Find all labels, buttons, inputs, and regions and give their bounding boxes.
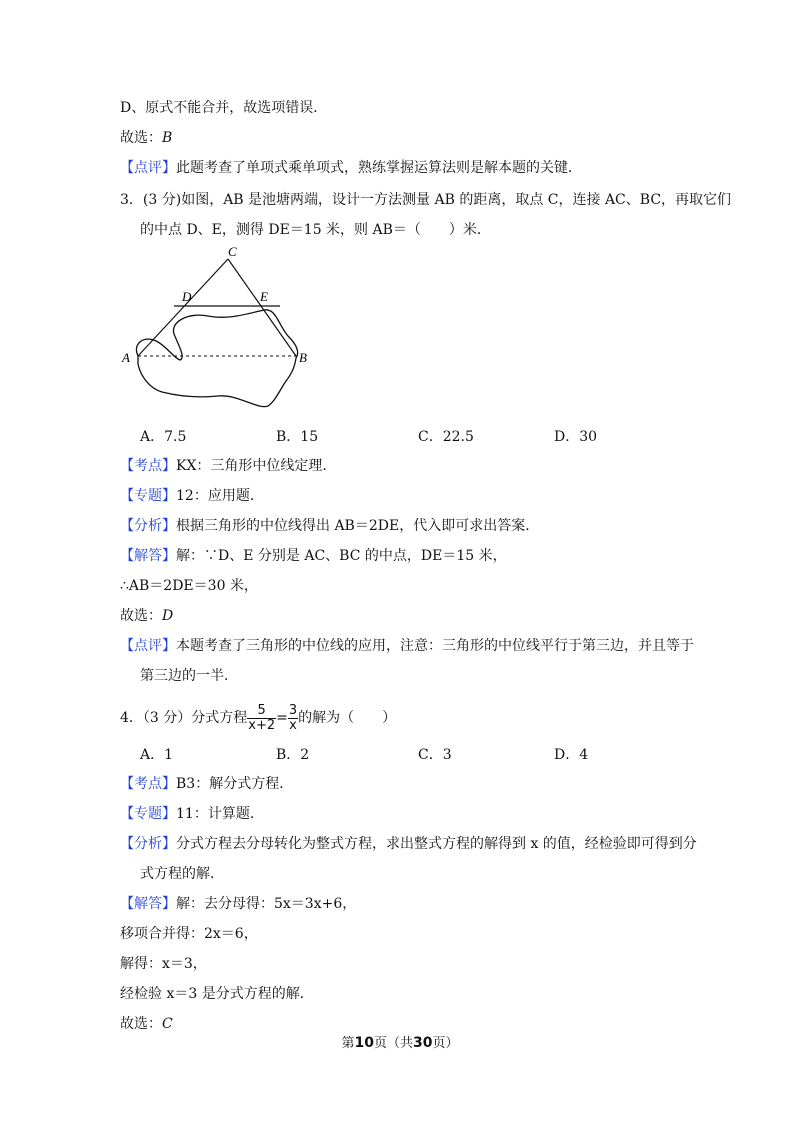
answer-label: 故选： [120, 130, 162, 146]
frac-numerator: 5 [247, 704, 276, 719]
q4-option-c[interactable]: C．3 [418, 747, 452, 763]
q4-step3: 经检验 x＝3 是分式方程的解． [120, 986, 314, 1002]
jieda-tag: 【解答】 [120, 896, 176, 912]
footer-prefix: 第 [341, 1036, 355, 1051]
q4-jieda [120, 894, 356, 914]
q3-zhuanti [120, 486, 264, 506]
q3-stem-line1: 3．(3 分)如图，AB 是池塘两端，设计一方法测量 AB 的距离，取点 C，连接 AC、BC，再取它们 [120, 192, 732, 208]
q3-step: ∴AB＝2DE＝30 米， [120, 578, 258, 594]
footer-mid: 页（共 [373, 1036, 413, 1051]
zhuanti-text: 11：计算题． [176, 806, 264, 822]
q3-fenxi [120, 516, 539, 536]
zhuanti-tag: 【专题】 [120, 488, 176, 504]
q3-review [120, 636, 694, 656]
fenxi-text: 分式方程去分母转化为整式方程，求出整式方程的解得到 x 的值，经检验即可得到分 [176, 836, 697, 852]
triangle-side-ac [138, 259, 228, 356]
footer-suffix: 页） [432, 1036, 459, 1051]
answer-label: 故选： [120, 1016, 162, 1032]
answer-choice: B [162, 130, 173, 146]
q4-option-a[interactable]: A．1 [140, 747, 174, 763]
q4-stem [120, 700, 396, 736]
frac-numerator: 3 [288, 702, 298, 718]
kaodian-tag: 【考点】 [120, 776, 176, 792]
q4-option-d[interactable]: D．4 [554, 747, 589, 763]
answer-label: 故选： [120, 608, 162, 624]
jieda-text: 解：∵D、E 分别是 AC、BC 的中点，DE＝15 米， [176, 548, 507, 564]
q4-fenxi [120, 834, 697, 854]
q4-intro: 4．（3 分）分式方程 [120, 710, 248, 726]
q3-option-b[interactable]: B．15 [276, 429, 319, 445]
q3-stem-line2: 的中点 D、E，测得 DE＝15 米，则 AB＝（ ）米． [140, 222, 491, 238]
q3-options [0, 426, 800, 446]
zhuanti-text: 12：应用题． [176, 488, 264, 504]
prev-answer [120, 128, 172, 148]
prev-option-d-text: D、原式不能合并，故选项错误． [120, 100, 328, 116]
review-tag: 【点评】 [120, 160, 176, 176]
footer-total-pages: 30 [413, 1035, 433, 1051]
label-a: A [122, 350, 130, 365]
q4-fraction-left [247, 704, 276, 733]
label-d: D [182, 289, 192, 304]
q4-options [0, 744, 800, 764]
q3-jieda [120, 546, 507, 566]
fenxi-text: 根据三角形的中位线得出 AB＝2DE，代入即可求出答案． [176, 518, 540, 534]
jieda-tag: 【解答】 [120, 548, 176, 564]
q3-answer [120, 606, 173, 626]
q4-tail: 的解为（ ） [298, 710, 397, 726]
q4-option-b[interactable]: B．2 [276, 747, 310, 763]
label-c: C [228, 244, 237, 259]
footer-page-number: 10 [354, 1035, 374, 1051]
kaodian-text: KX：三角形中位线定理． [176, 458, 337, 474]
q3-option-a[interactable]: A．7.5 [140, 429, 187, 445]
zhuanti-tag: 【专题】 [120, 806, 176, 822]
q4-fraction-right [288, 704, 298, 733]
kaodian-text: B3：解分式方程． [176, 776, 294, 792]
review-text: 本题考查了三角形的中位线的应用，注意：三角形的中位线平行于第三边，并且等于 [176, 638, 694, 654]
frac-denominator: x [289, 717, 297, 733]
prev-review [120, 158, 582, 178]
q4-zhuanti [120, 804, 264, 824]
q4-equals: = [276, 710, 288, 726]
label-e: E [260, 289, 268, 304]
q4-kaodian [120, 774, 293, 794]
q4-step2: 解得：x＝3， [120, 956, 207, 972]
page-footer [0, 1032, 800, 1051]
review-tag: 【点评】 [120, 638, 176, 654]
q4-step1: 移项合并得：2x＝6， [120, 926, 258, 942]
frac-denominator: x+2 [248, 717, 276, 733]
q3-pond-figure [118, 244, 308, 412]
review-text: 此题考查了单项式乘单项式，熟练掌握运算法则是解本题的关键． [176, 160, 582, 176]
answer-choice: D [162, 608, 174, 624]
triangle-side-bc [228, 259, 296, 356]
q4-fenxi-line2: 式方程的解． [140, 866, 224, 882]
fenxi-tag: 【分析】 [120, 518, 176, 534]
kaodian-tag: 【考点】 [120, 458, 176, 474]
q3-option-c[interactable]: C．22.5 [418, 429, 474, 445]
q3-kaodian [120, 456, 336, 476]
jieda-text: 解：去分母得：5x＝3x+6， [176, 896, 357, 912]
answer-choice: C [162, 1016, 173, 1032]
label-b: B [299, 350, 307, 365]
q3-review-line2: 第三边的一半． [140, 668, 238, 684]
q4-answer [120, 1014, 173, 1034]
q3-option-d[interactable]: D．30 [554, 429, 598, 445]
fenxi-tag: 【分析】 [120, 836, 176, 852]
